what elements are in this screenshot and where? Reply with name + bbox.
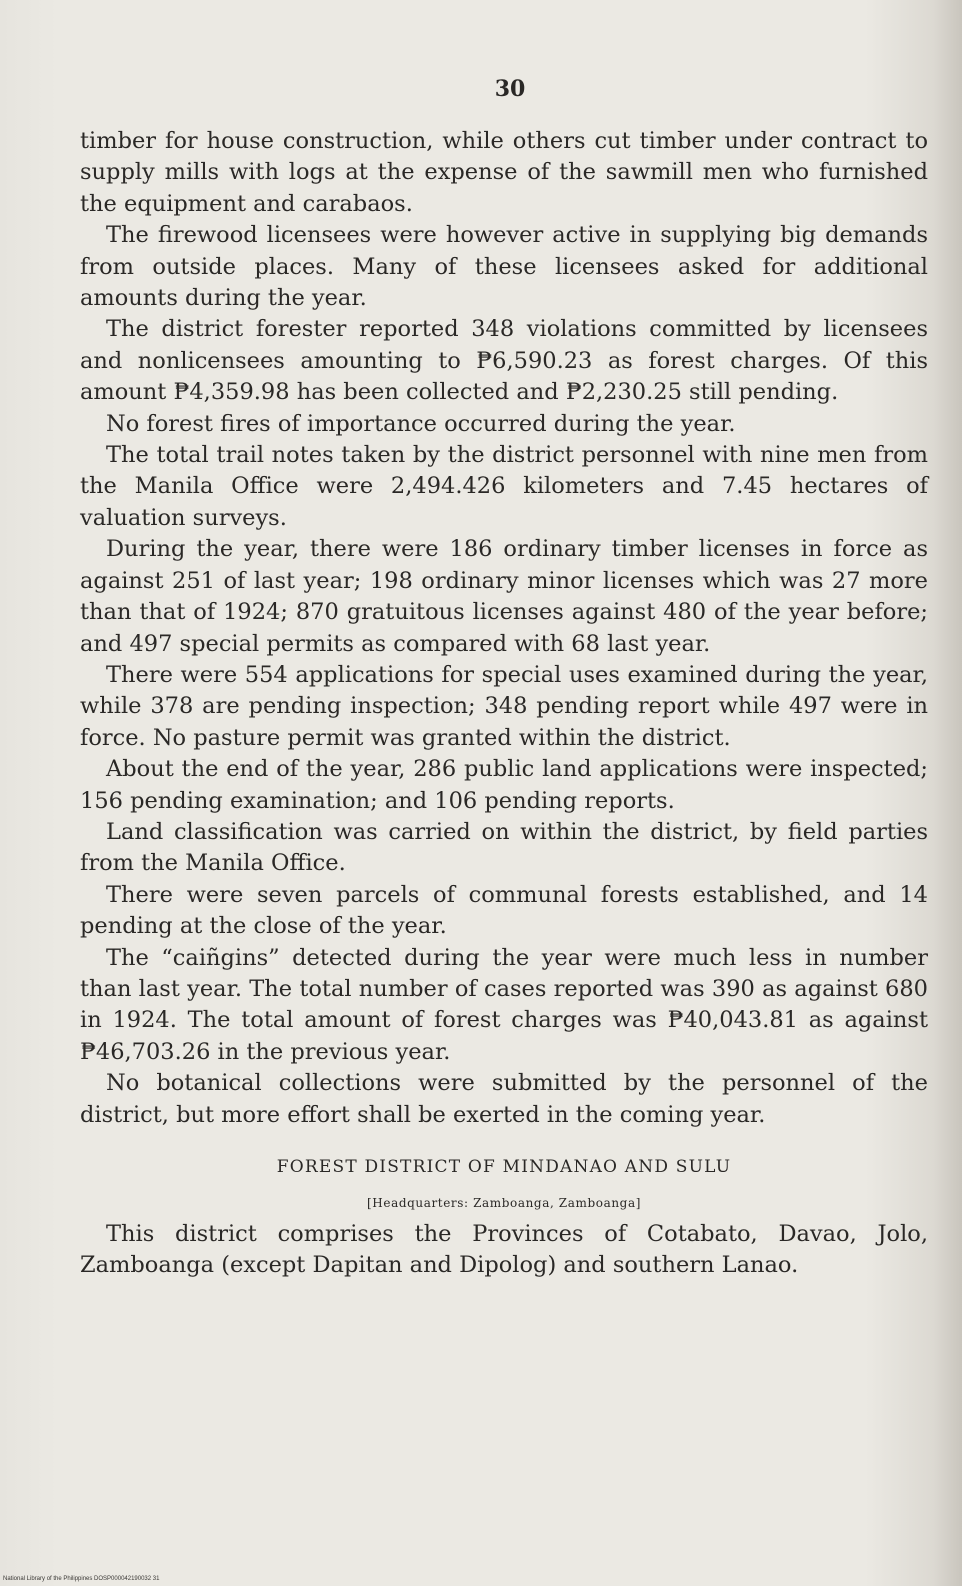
paragraph-forest-fires: No forest fires of importance occurred during the year.	[106, 410, 736, 437]
paragraph-botanical: No botanical collections were submitted by the personnel of the district, but more effort shall be exerted in the coming year.	[80, 1070, 928, 1128]
section-heading: FOREST DISTRICT OF MINDANAO AND SULU	[276, 1157, 732, 1177]
paragraph-continuation: timber for house construction, while others cut timber under contract to supply mills with logs at the expense of the sawmill men who furnished the equipment and carabaos.	[80, 128, 928, 217]
paragraph-firewood-licensees: The firewood licensees were however active in supplying big demands from outside places. Many of these licensees asked for additional amounts during the year.	[80, 222, 928, 312]
paragraph-special-uses: There were 554 applications for special uses examined during the year, while 378 are pending inspection; 348 pending report while 497 were in force. No pasture permit was granted within the district.	[80, 661, 928, 751]
section-subheading: [Headquarters: Zamboanga, Zamboanga]	[367, 1196, 641, 1210]
paragraph-trail-notes: The total trail notes taken by the district personnel with nine men from the Manila Office were 2,494.426 kilometers and 7.45 hectares of valuation surveys.	[80, 442, 928, 531]
body-text	[80, 126, 928, 1282]
paragraph-public-land: About the end of the year, 286 public land applications were inspected; 156 pending examination; and 106 pending reports.	[80, 756, 928, 814]
paragraph-caingins: The “caiñgins” detected during the year were much less in number than last year. The total number of cases reported was 390 as against 680 in 1924. The total amount of forest charges was ₱40,043.81 as against ₱46,703.26 in the previous year.	[80, 944, 928, 1065]
paragraph-district-provinces: This district comprises the Provinces of Cotabato, Davao, Jolo, Zamboanga (except Dapitan and Dipolog) and southern Lanao.	[80, 1221, 928, 1279]
paragraph-violations: The district forester reported 348 violations committed by licensees and nonlicensees amounting to ₱6,590.23 as forest charges. Of this amount ₱4,359.98 has been collected and ₱2,230.25 still pending.	[80, 316, 928, 406]
paragraph-licenses: During the year, there were 186 ordinary timber licenses in force as against 251 of last year; 198 ordinary minor licenses which was 27 more than that of 1924; 870 gratuitous licenses against 480 of the year before; and 497 special permits as compared with 68 last year.	[80, 536, 928, 657]
page-number: 30	[494, 76, 526, 102]
paragraph-land-classification: Land classification was carried on within the district, by field parties from the Manila Office.	[80, 818, 928, 877]
paragraph-communal-forests: There were seven parcels of communal forests established, and 14 pending at the close of the year.	[80, 881, 928, 940]
footer-note: National Library of the Philippines DOSP000042190032 31	[3, 1576, 160, 1582]
